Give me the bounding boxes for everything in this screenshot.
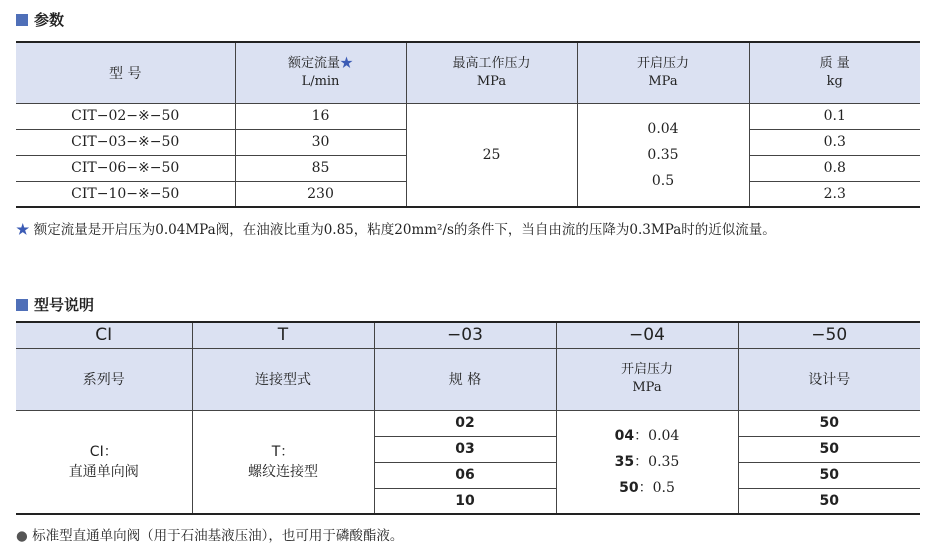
square-bullet-icon (16, 299, 28, 311)
code-row: CI T −03 −04 −50 (16, 322, 920, 348)
params-header-row (16, 42, 920, 103)
square-bullet-icon (16, 14, 28, 26)
table-row: 06 50 (16, 462, 920, 488)
section-title-model-code: 型号说明 (16, 294, 94, 315)
params-note: ★ 额定流量是开启压为0.04MPa阀，在油液比重为0.85，粘度20mm²/s的条件下，当自由流的压降为0.3MPa时的近似流量。 (16, 222, 776, 238)
header-mass: 质 量 kg (749, 42, 920, 103)
series-cell: CI： 直通单向阀 (68, 443, 139, 480)
header-crack-pressure: 开启压力 MPa (577, 42, 749, 103)
bullet-icon: ● (16, 528, 28, 544)
header-max-pressure: 最高工作压力 MPa (406, 42, 577, 103)
table-row: CIT−03−※−50 30 0.3 (16, 129, 920, 155)
table-row: CI： 直通单向阀 T： 螺纹连接型 02 04：0.04 35：0.35 50：0.5 50 (16, 410, 920, 436)
model-note: ● 标准型直通单向阀（用于石油基液压油），也可用于磷酸酯液。 (16, 528, 404, 544)
crack-pressure-cell: 0.04 0.35 0.5 (577, 103, 749, 207)
header-rated-flow: 额定流量★ L/min (235, 42, 406, 103)
model-code-table (16, 321, 920, 515)
star-icon: ★ (340, 55, 354, 71)
label-row: 系列号 连接型式 规 格 开启压力 MPa 设计号 (16, 348, 920, 410)
crack-pressure-options: 04：0.04 35：0.35 50：0.5 (556, 410, 738, 514)
params-table (16, 41, 920, 208)
table-row: CIT−10−※−50 230 2.3 (16, 181, 920, 207)
table-row: 03 50 (16, 436, 920, 462)
header-model: 型 号 (109, 65, 142, 82)
max-pressure-cell: 25 (406, 103, 577, 207)
star-icon: ★ (16, 222, 30, 238)
table-row: CIT−02−※−50 16 25 0.04 0.35 0.5 0.1 (16, 103, 920, 129)
table-row: 10 50 (16, 488, 920, 514)
connection-cell: T： 螺纹连接型 (192, 410, 374, 514)
section-title-params: 参数 (16, 9, 64, 30)
table-row: CIT−06−※−50 85 0.8 (16, 155, 920, 181)
